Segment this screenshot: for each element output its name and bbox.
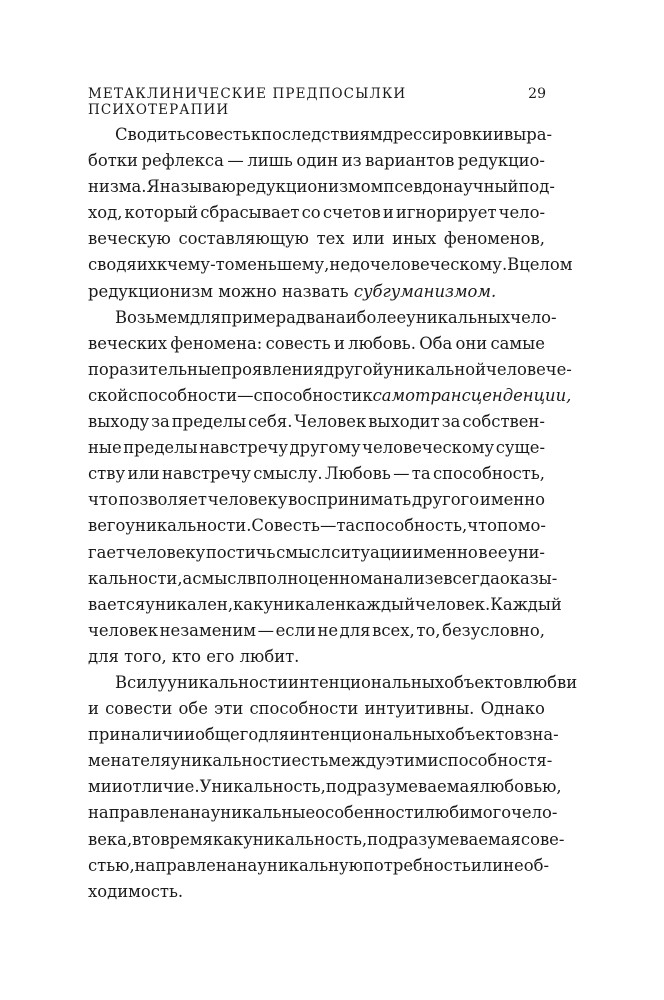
word: наиболее	[325, 307, 407, 327]
word: анализе	[372, 568, 444, 588]
word: проявления	[220, 359, 324, 379]
word: вается	[88, 594, 146, 614]
word: гает	[88, 542, 126, 562]
word: тех	[316, 229, 345, 249]
word: между	[328, 751, 386, 771]
word: —	[227, 151, 244, 171]
word: способности	[249, 699, 359, 719]
word: самые	[490, 333, 545, 353]
word: ход,	[88, 203, 123, 223]
word: для	[88, 646, 125, 666]
word: и	[493, 125, 504, 144]
word: счетов	[322, 203, 381, 223]
word: ные	[88, 438, 122, 458]
word: позволяет	[118, 490, 207, 510]
word: В	[115, 672, 128, 692]
word: веческую	[88, 229, 171, 249]
word: обе	[178, 699, 208, 719]
text-line	[88, 670, 578, 696]
word: иных	[392, 229, 437, 249]
word: к	[250, 125, 262, 144]
word: последствиям	[261, 125, 383, 144]
word: как	[212, 829, 244, 849]
word: редукцио-	[457, 151, 545, 171]
word: ситуации	[331, 542, 413, 562]
word: его	[206, 646, 240, 666]
word: —	[237, 385, 254, 405]
word: в	[132, 829, 142, 849]
word: и	[88, 699, 99, 719]
word: способности	[128, 385, 238, 405]
word: псевдонаучный	[383, 177, 519, 197]
text-line	[88, 618, 545, 644]
word: любви	[522, 672, 578, 692]
word: особенности	[315, 803, 425, 823]
word: веческих	[88, 333, 168, 353]
word: другой	[323, 359, 384, 379]
word: интенциональных	[288, 672, 445, 692]
text-line	[88, 174, 555, 200]
word: вариантов	[365, 151, 455, 171]
word: силу	[127, 672, 168, 692]
word: не	[317, 620, 339, 640]
word: В	[507, 255, 520, 275]
text-line	[88, 279, 545, 305]
word: Я	[146, 177, 160, 197]
word: смысл	[192, 568, 247, 588]
word: менателя	[88, 751, 171, 771]
text-line	[88, 879, 545, 905]
text-line	[88, 200, 545, 226]
word: как	[233, 594, 264, 614]
word: интенциональных	[289, 725, 446, 745]
word: рефлекса	[141, 151, 224, 171]
text-line	[88, 853, 550, 879]
word: человек	[88, 620, 158, 640]
word: выходит	[368, 412, 440, 432]
word: всех,	[372, 620, 415, 640]
word: для	[339, 620, 371, 640]
word: низма.	[88, 177, 147, 197]
word: именно	[412, 542, 478, 562]
word: безусловно,	[442, 620, 545, 640]
word: человеку	[207, 490, 288, 510]
word: к	[362, 385, 373, 405]
word: кальности,	[88, 568, 183, 588]
word: или	[127, 464, 160, 484]
word: составляющую	[178, 229, 309, 249]
text-line	[88, 827, 565, 853]
word: всегда	[443, 568, 500, 588]
word: или	[352, 229, 385, 249]
word: уникальные	[210, 803, 316, 823]
word: есть	[291, 751, 329, 771]
word: общего	[195, 725, 259, 745]
text-line	[88, 540, 545, 566]
word: себя.	[248, 412, 293, 432]
word: смысл	[276, 542, 331, 562]
word: Каждый	[490, 594, 562, 614]
word: выходу	[88, 412, 150, 432]
word: человек.	[415, 594, 491, 614]
word: уникальную	[257, 855, 363, 875]
word: уникальности	[170, 751, 292, 771]
word: а	[182, 568, 193, 588]
word: способностя-	[438, 751, 553, 771]
word: и	[111, 777, 123, 797]
word: зна-	[523, 725, 559, 745]
word: феноменов,	[443, 229, 545, 249]
word: ми	[88, 777, 112, 797]
text-line	[88, 148, 545, 174]
text-line	[88, 592, 562, 618]
word: смыслу.	[253, 464, 323, 484]
word: та	[411, 464, 431, 484]
word: уникален,	[145, 594, 234, 614]
word: эти	[214, 699, 244, 719]
word: можно	[218, 281, 282, 301]
word: суще-	[495, 438, 545, 458]
word: и	[382, 203, 394, 223]
word: того,	[124, 646, 172, 666]
word: оказы-	[499, 568, 558, 588]
word: другому	[289, 438, 361, 458]
word: незаменим	[159, 620, 256, 640]
word: пределы	[171, 412, 247, 432]
word: Уникальность,	[199, 777, 326, 797]
word: или	[470, 855, 504, 875]
word: любовь.	[348, 333, 416, 353]
word: чело-	[510, 307, 557, 327]
word: игнорирует	[395, 203, 497, 223]
word: способности	[253, 385, 363, 405]
word: под-	[518, 177, 555, 197]
running-head	[88, 86, 546, 118]
word: постичь	[205, 542, 276, 562]
word: объектов	[444, 672, 523, 692]
word: другого	[411, 490, 480, 510]
word: именно	[479, 490, 545, 510]
word: человече-	[486, 359, 572, 379]
word: чело-	[498, 203, 545, 223]
text-line	[88, 252, 573, 278]
word: Совесть	[251, 516, 320, 536]
word: на	[189, 803, 211, 823]
word: что	[467, 516, 498, 536]
word: потребность	[362, 855, 471, 875]
word: та	[336, 516, 356, 536]
word: сводя	[88, 255, 137, 275]
word: ее	[488, 542, 508, 562]
word: в	[478, 542, 488, 562]
word: и	[333, 333, 345, 353]
paragraph	[88, 122, 573, 305]
word: субгуманизмом.	[353, 281, 497, 301]
text-line	[88, 644, 545, 670]
word: примера	[220, 307, 296, 327]
text-line	[88, 722, 559, 748]
word: ботки	[88, 151, 138, 171]
word: целом	[519, 255, 573, 275]
word: —	[393, 464, 410, 484]
word: за	[151, 412, 170, 432]
text-line	[88, 226, 545, 252]
text-line	[88, 435, 545, 461]
word: каждый	[345, 594, 416, 614]
word: они	[455, 333, 488, 353]
word: дрессировки	[382, 125, 494, 144]
word: человеку	[125, 542, 206, 562]
word: назвать	[281, 281, 354, 301]
word: совесть	[265, 333, 331, 353]
word: любимого	[424, 803, 512, 823]
word: ской	[88, 385, 129, 405]
word: сбрасывает	[200, 203, 300, 223]
word: уникальности	[167, 672, 289, 692]
word: собствен-	[462, 412, 545, 432]
word: их	[136, 255, 157, 275]
word: объектов	[445, 725, 524, 745]
word: подразумеваемая	[325, 777, 480, 797]
word: называю	[159, 177, 236, 197]
word: полноценном	[256, 568, 373, 588]
word: то	[141, 829, 161, 849]
word: ству	[88, 464, 126, 484]
word: уникальных	[406, 307, 511, 327]
word: интуитивны.	[364, 699, 475, 719]
word: человеческому	[362, 438, 495, 458]
text-line	[88, 513, 545, 539]
word: способность,	[432, 464, 545, 484]
word: стью,	[88, 855, 135, 875]
word: ходимость.	[88, 881, 184, 901]
word: уникальности.	[125, 516, 252, 536]
word: уни-	[507, 542, 545, 562]
word: чему-то	[167, 255, 235, 275]
text-line	[88, 696, 545, 722]
word: любит.	[239, 646, 300, 666]
word: феномена:	[170, 333, 263, 353]
word: Любовь	[324, 464, 391, 484]
word: для	[258, 725, 290, 745]
word: Сводить	[115, 125, 186, 144]
text-line	[88, 409, 545, 435]
text-line	[88, 461, 545, 487]
word: самотрансценденции,	[372, 385, 572, 405]
word: поразительные	[88, 359, 221, 379]
text-line	[88, 748, 553, 774]
page-number: 29	[528, 86, 546, 102]
word: отличие.	[122, 777, 200, 797]
word: в	[88, 516, 98, 536]
word: Однако	[480, 699, 545, 719]
word: —	[257, 620, 274, 640]
text-line	[88, 774, 562, 800]
word: в	[246, 568, 257, 588]
text-line	[88, 357, 572, 383]
word: века,	[88, 829, 133, 849]
text-line	[88, 566, 558, 592]
word: способность,	[355, 516, 468, 536]
word: при	[88, 725, 121, 745]
word: Оба	[419, 333, 453, 353]
word: уникальной	[383, 359, 487, 379]
word: выра-	[504, 125, 553, 144]
word: пределы	[123, 438, 198, 458]
text-line	[88, 331, 545, 357]
word: подразумеваемая	[367, 829, 521, 849]
word: редукционизм	[88, 281, 219, 301]
word: навстречу	[162, 464, 251, 484]
word: наличии	[120, 725, 196, 745]
word: один	[296, 151, 339, 171]
word: помо-	[497, 516, 546, 536]
word: который	[124, 203, 199, 223]
text-line	[88, 122, 553, 148]
word: воспринимать	[288, 490, 412, 510]
word: его	[97, 516, 126, 536]
word: меньшему,	[234, 255, 330, 275]
word: совесть	[185, 125, 251, 144]
page-body	[88, 122, 578, 905]
word: недочеловеческому.	[329, 255, 508, 275]
word: этими	[385, 751, 439, 771]
word: к	[156, 255, 168, 275]
word: уникальность,	[243, 829, 368, 849]
running-head-title: МЕТАКЛИНИЧЕСКИЕ ПРЕДПОСЫЛКИ ПСИХОТЕРАПИИ	[88, 86, 407, 118]
word: для	[189, 307, 221, 327]
word: —	[319, 516, 337, 536]
paragraph	[88, 670, 578, 905]
word: редукционизмом	[235, 177, 384, 197]
word: из	[341, 151, 362, 171]
word: что	[88, 490, 118, 510]
text-line	[88, 800, 558, 826]
paragraph	[88, 305, 572, 670]
word: время	[160, 829, 213, 849]
word: направлена	[88, 803, 190, 823]
word: навстречу	[199, 438, 288, 458]
word: чело-	[511, 803, 558, 823]
word: сове-	[520, 829, 565, 849]
text-line	[88, 383, 572, 409]
word: то,	[416, 620, 441, 640]
word: за	[441, 412, 461, 432]
word: на	[236, 855, 258, 875]
word: если	[275, 620, 316, 640]
word: уникален	[263, 594, 346, 614]
word: лишь	[247, 151, 293, 171]
text-line	[88, 305, 557, 331]
text-line	[88, 487, 545, 513]
word: кто	[171, 646, 207, 666]
word: любовью,	[479, 777, 562, 797]
word: совести	[105, 699, 173, 719]
word: два	[295, 307, 325, 327]
word: Человек	[294, 412, 367, 432]
word: необ-	[503, 855, 550, 875]
word: со	[301, 203, 321, 223]
word: направлена	[134, 855, 237, 875]
word: Возьмем	[115, 307, 190, 327]
